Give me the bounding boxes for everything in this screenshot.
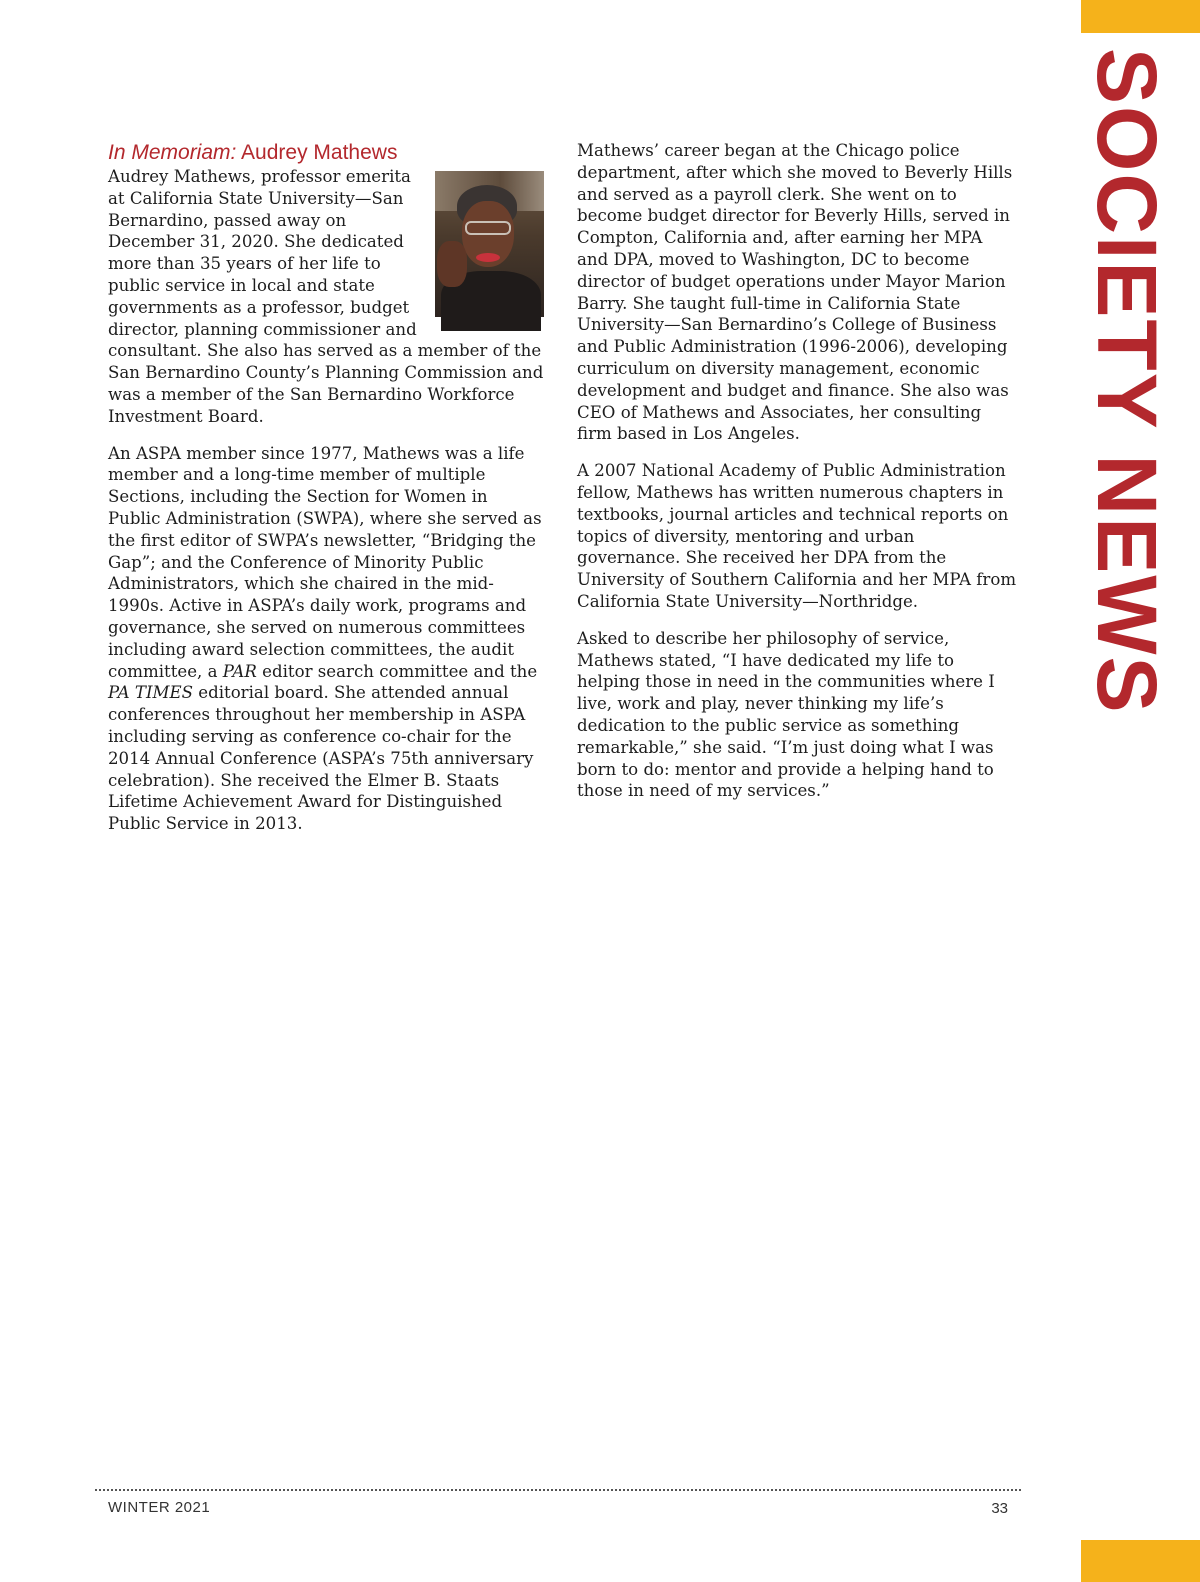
footer-divider: [95, 1489, 1021, 1491]
headline-name: Audrey Mathews: [241, 141, 398, 164]
top-accent-bar: [1081, 0, 1200, 33]
paragraph-aspa-membership: An ASPA member since 1977, Mathews was a life member and a long-time member of multiple Sections, including the Section for Women in Public Administration (SWPA), where she served as the first editor of SWPA’s newsletter, “Bridging the Gap”; and the Conference of Minority Public Administrators, which she chaired in the mid-1990s. Active in ASPA’s daily work, programs and governance, she served on numerous committees including award selection committees, the audit committee, a PAR editor search committee and the PA TIMES editorial board. She attended annual conferences throughout her membership in ASPA including serving as conference co-chair for the 2014 Annual Conference (ASPA’s 75th anniversary celebration). She received the Elmer B. Staats Lifetime Achievement Award for Distinguished Public Service in 2013.: [108, 443, 542, 834]
paragraph-career: Mathews’ career began at the Chicago police department, after which she moved to Beverly Hills and served as a payroll clerk. She went on to become budget director for Beverly Hills, served in Compton, California and, after earning her MPA and DPA, moved to Washington, DC to become director of budget operations under Mayor Marion Barry. She taught full-time in California State University—San Bernardino’s College of Business and Public Administration (1996-2006), developing curriculum on diversity management, economic development and budget and finance. She also was CEO of Mathews and Associates, her consulting firm based in Los Angeles.: [577, 141, 1013, 444]
footer-issue: WINTER 2021: [108, 1499, 211, 1516]
page-number: 33: [991, 1500, 1008, 1517]
article-headline: [108, 140, 544, 166]
portrait-photo: [435, 171, 544, 317]
section-label: SOCIETY NEWS: [1080, 48, 1174, 715]
par-journal-title: PAR: [222, 661, 257, 681]
article-column-left: [108, 140, 544, 850]
paragraph-academy: A 2007 National Academy of Public Administration fellow, Mathews has written numerous chapters in textbooks, journal articles and technical reports on topics of diversity, mentoring and urban governance. She received her DPA from the University of Southern California and her MPA from California State University—Northridge.: [577, 461, 1017, 611]
pa-times-title: PA TIMES: [108, 683, 193, 703]
paragraph-intro: Audrey Mathews, professor emerita at California State University—San Bernardino, passed away on December 31, 2020. She dedicated more than 35 years of her life to public service in local and state governments as a professor, budget director, planning commissioner and consultant. She also has served as a member of the San Bernardino County’s Planning Commission and was a member of the San Bernardino Workforce Investment Board.: [108, 167, 544, 426]
headline-prefix: In Memoriam:: [108, 141, 237, 164]
article-column-right: [577, 140, 1017, 817]
paragraph-philosophy: Asked to describe her philosophy of service, Mathews stated, “I have dedicated my life to helping those in need in the communities where I live, work and play, never thinking my life’s dedication to the public service as something remarkable,” she said. “I’m just doing what I was born to do: mentor and provide a helping hand to those in need of my services.”: [577, 628, 995, 801]
bottom-accent-bar: [1081, 1540, 1200, 1582]
